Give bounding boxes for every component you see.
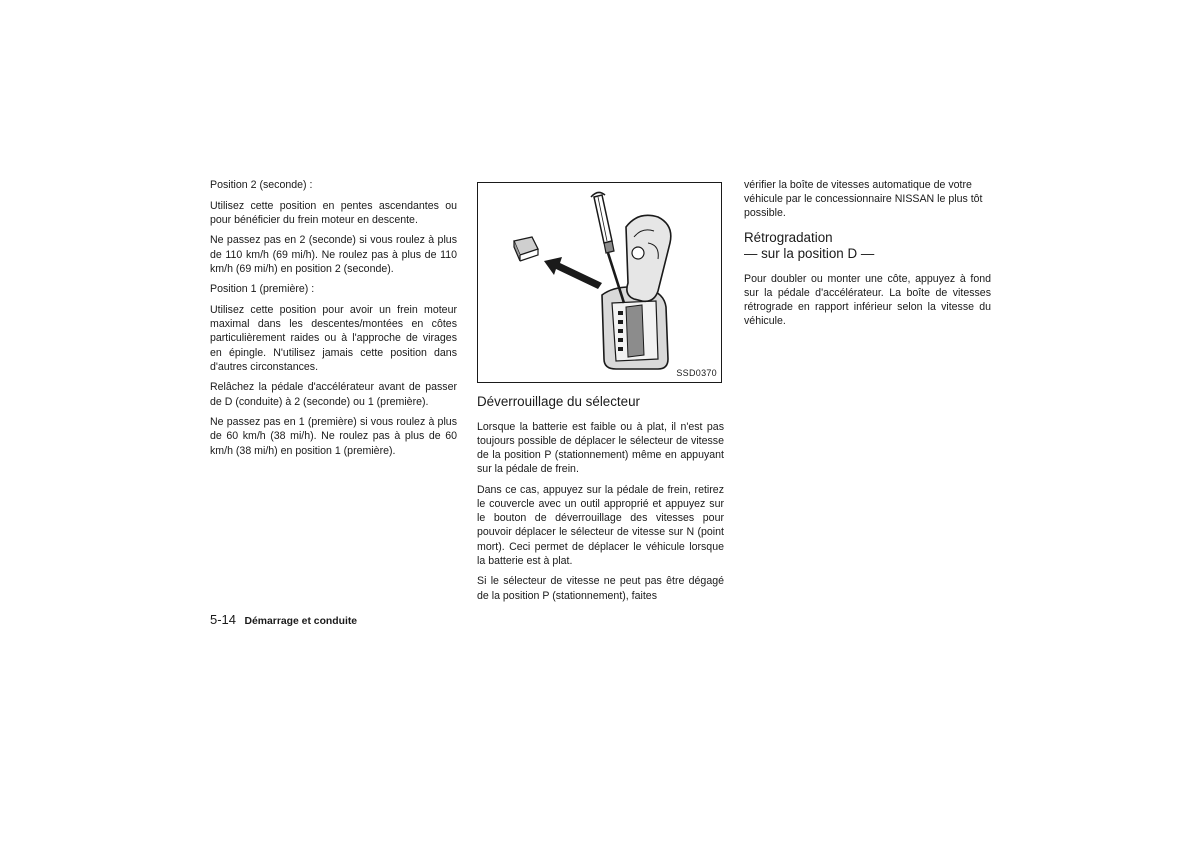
middle-column	[477, 178, 724, 609]
paragraph: Dans ce cas, appuyez sur la pédale de frein, retirez le couvercle avec un outil approprié et appuyez sur le bouton de déverrouillage des vitesses pour pouvoir déplacer le sélecteur de vitesse sur N (point mort). Ceci permet de déplacer le véhicule lorsque la batterie est à plat.	[477, 483, 724, 567]
paragraph: Ne passez pas en 1 (première) si vous roulez à plus de 60 km/h (38 mi/h). Ne roulez pas à plus de 60 km/h (38 mi/h) en position 1 (première).	[210, 416, 457, 457]
heading-subline: — sur la position D —	[744, 246, 875, 262]
figure-code: SSD0370	[676, 367, 717, 378]
paragraph: Relâchez la pédale d'accélérateur avant de passer de D (conduite) à 2 (seconde) ou 1 (première).	[210, 381, 457, 408]
page-number: 5-14	[210, 612, 237, 627]
paragraph: Si le sélecteur de vitesse ne peut pas être dégagé de la position P (stationnement), faites	[477, 575, 724, 602]
heading-line: Rétrogradation	[744, 229, 833, 245]
paragraph: Position 2 (seconde) :	[210, 179, 313, 191]
right-column	[744, 178, 991, 335]
paragraph: vérifier la boîte de vitesses automatique de votre véhicule par le concessionnaire NISSAN le plus tôt possible.	[744, 179, 983, 220]
page-footer	[210, 611, 357, 629]
paragraph: Utilisez cette position pour avoir un frein moteur maximal dans les descentes/montées en côtes particulièrement raides ou à l'approche de virages en épingle. N'utilisez jamais cette position dans d'autres circonstances.	[210, 303, 457, 373]
shift-lever-drawing	[478, 183, 723, 384]
paragraph: Position 1 (première) :	[210, 283, 315, 296]
paragraph: Pour doubler ou monter une côte, appuyez à fond sur la pédale d'accélérateur. La boîte de vitesses rétrograde en rapport inférieur selon la vitesse du véhicule.	[744, 272, 991, 328]
paragraph: Utilisez cette position en pentes ascendantes ou pour bénéficier du frein moteur en descente.	[210, 199, 457, 226]
section-heading	[744, 230, 991, 263]
left-column	[210, 178, 457, 464]
paragraph: Lorsque la batterie est faible ou à plat, il n'est pas toujours possible de déplacer le sélecteur de vitesse de la position P (stationnement) même en appuyant sur la pédale de frein.	[477, 420, 724, 476]
paragraph: Ne passez pas en 2 (seconde) si vous roulez à plus de 110 km/h (69 mi/h). Ne roulez pas à plus de 110 km/h (69 mi/h) en position 2 (seconde).	[210, 234, 457, 275]
shift-lock-release-illustration	[477, 182, 722, 383]
section-title: Démarrage et conduite	[244, 616, 358, 627]
section-heading: Déverrouillage du sélecteur	[477, 394, 641, 409]
